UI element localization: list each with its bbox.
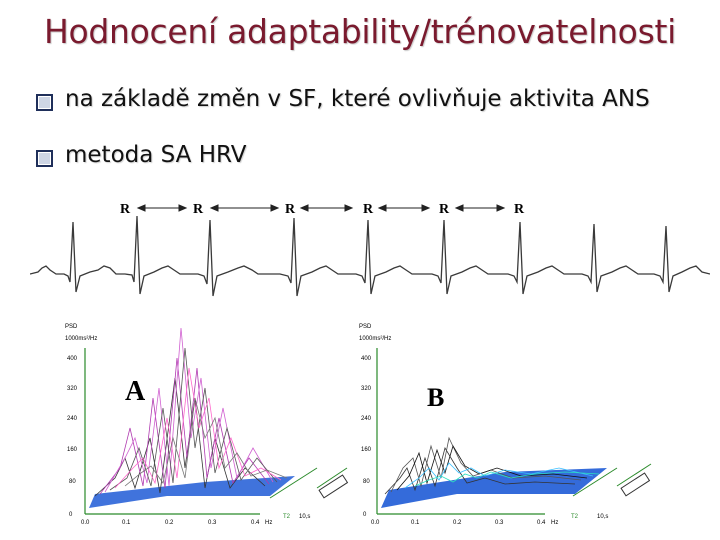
x-axis-unit: Hz: [265, 520, 273, 526]
x-tick: 0.1: [122, 520, 131, 526]
y-tick: 240: [67, 416, 78, 422]
y-axis-unit: 1000ms²/Hz: [359, 336, 392, 342]
bullet-text: metoda SA HRV: [65, 142, 247, 168]
spectrum-floor: [381, 468, 607, 508]
x-tick: 0.1: [411, 520, 420, 526]
r-label: R: [193, 202, 204, 217]
spectrum-chart-a: [55, 318, 355, 534]
y-tick: 0: [69, 512, 73, 518]
y-tick: 80: [363, 479, 370, 485]
y-tick: 320: [361, 386, 372, 392]
y-tick: 320: [67, 386, 78, 392]
x-tick: 0.4: [537, 520, 546, 526]
t-axis-label: T2: [283, 514, 291, 520]
bullet-text: na základě změn v SF, které ovlivňuje aktivita ANS: [65, 86, 650, 112]
x-axis-unit: Hz: [551, 520, 559, 526]
spectrum-chart-b: [345, 318, 665, 534]
y-tick: 400: [361, 356, 372, 362]
spectrum-floor: [89, 476, 295, 508]
checkbox-bullet-icon: [36, 147, 53, 164]
r-label: R: [439, 202, 450, 217]
spectrum-surface: [95, 328, 287, 496]
bullet-item: [36, 142, 246, 168]
y-axis-title: PSD: [65, 324, 78, 330]
y-tick: 400: [67, 356, 78, 362]
bullet-item: [36, 86, 650, 112]
t-axis-value: 10,s: [597, 514, 609, 520]
t-axis-label: T2: [571, 514, 579, 520]
y-tick: 160: [361, 447, 372, 453]
r-label: R: [514, 202, 525, 217]
x-tick: 0.3: [208, 520, 217, 526]
x-tick: 0.2: [453, 520, 462, 526]
t-axis-value: 10,s: [299, 514, 311, 520]
x-tick: 0.3: [495, 520, 504, 526]
x-tick: 0.0: [371, 520, 380, 526]
panel-label-b: B: [427, 383, 445, 412]
x-tick: 0.2: [165, 520, 174, 526]
r-label: R: [120, 202, 131, 217]
r-label: R: [285, 202, 296, 217]
ecg-trace: [30, 216, 710, 296]
checkbox-bullet-icon: [36, 91, 53, 108]
y-tick: 0: [363, 512, 367, 518]
x-tick: 0.4: [251, 520, 260, 526]
y-tick: 80: [69, 479, 76, 485]
ecg-figure: [30, 196, 710, 306]
y-tick: 160: [67, 447, 78, 453]
y-axis-title: PSD: [359, 324, 372, 330]
r-label: R: [363, 202, 374, 217]
x-tick: 0.0: [81, 520, 90, 526]
panel-label-a: A: [125, 376, 146, 407]
y-axis-unit: 1000ms²/Hz: [65, 336, 98, 342]
slide-title: Hodnocení adaptability/trénovatelnosti: [44, 12, 676, 51]
y-tick: 240: [361, 416, 372, 422]
